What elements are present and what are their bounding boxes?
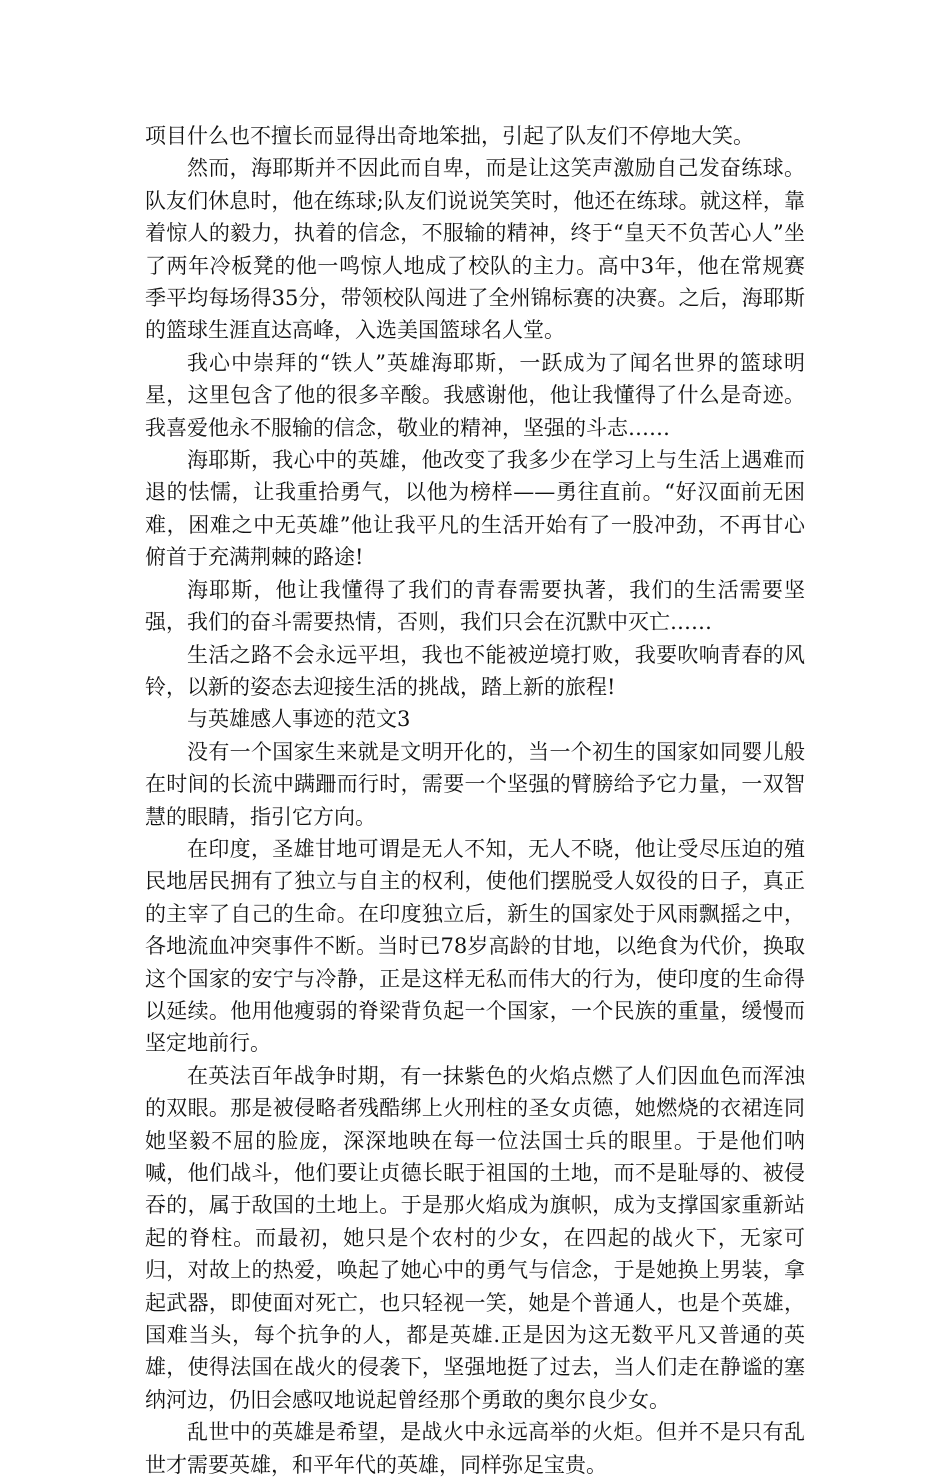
section-title: 与英雄感人事迹的范文3 — [187, 707, 411, 732]
paragraph: 海耶斯，我心中的英雄，他改变了我多少在学习上与生活上遇难而退的怯懦，让我重拾勇气，以他为榜样——勇往直前。“好汉面前无困难，困难之中无英雄”他让我平凡的生活开始有了一股冲劲，不再甘心俯首于充满荆棘的路途! — [145, 448, 805, 570]
paragraph: 然而，海耶斯并不因此而自卑，而是让这笑声激励自己发奋练球。队友们休息时，他在练球;队友们说说笑笑时，他还在练球。就这样，靠着惊人的毅力，执着的信念，不服输的精神，终于“皇天不负苦心人”坐了两年冷板凳的他一鸣惊人地成了校队的主力。高中3年，他在常规赛季平均每场得35分，带领校队闯进了全州锦标赛的决赛。之后，海耶斯的篮球生涯直达高峰，入选美国篮球名人堂。 — [145, 156, 805, 343]
paragraph: 在印度，圣雄甘地可谓是无人不知，无人不晓，他让受尽压迫的殖民地居民拥有了独立与自主的权利，使他们摆脱受人奴役的日子，真正的主宰了自己的生命。在印度独立后，新生的国家处于风雨飘摇之中，各地流血冲突事件不断。当时已78岁高龄的甘地，以绝食为代价，换取这个国家的安宁与冷静，正是这样无私而伟大的行为，使印度的生命得以延续。他用他瘦弱的脊梁背负起一个国家，一个民族的重量，缓慢而坚定地前行。 — [145, 836, 805, 1056]
paragraph: 生活之路不会永远平坦，我也不能被逆境打败，我要吹响青春的风铃，以新的姿态去迎接生活的挑战，踏上新的旅程! — [145, 642, 805, 699]
paragraph: 在英法百年战争时期，有一抹紫色的火焰点燃了人们因血色而浑浊的双眼。那是被侵略者残酷绑上火刑柱的圣女贞德，她燃烧的衣裙连同她坚毅不屈的脸庞，深深地映在每一位法国士兵的眼里。于是他们呐喊，他们战斗，他们要让贞德长眠于祖国的土地，而不是耻辱的、被侵吞的，属于敌国的土地上。于是那火焰成为旗帜，成为支撑国家重新站起的脊柱。而最初，她只是个农村的少女，在四起的战火下，无家可归，对故上的热爱，唤起了她心中的勇气与信念，于是她换上男装，拿起武器，即使面对死亡，也只轻视一笑，她是个普通人，也是个英雄，国难当头，每个抗争的人，都是英雄.正是因为这无数平凡又普通的英雄，使得法国在战火的侵袭下，坚强地挺了过去，当人们走在静谧的塞纳河边，仍旧会感叹地说起曾经那个勇敢的奥尔良少女。 — [145, 1063, 805, 1412]
paragraph: 海耶斯，他让我懂得了我们的青春需要执著，我们的生活需要坚强，我们的奋斗需要热情，否则，我们只会在沉默中灭亡…… — [145, 577, 805, 635]
document-body — [145, 120, 805, 1481]
paragraph: 乱世中的英雄是希望，是战火中永远高举的火炬。但并不是只有乱世才需要英雄，和平年代的英雄，同样弥足宝贵。 — [145, 1420, 805, 1477]
paragraph: 我心中崇拜的“铁人”英雄海耶斯，一跃成为了闻名世界的篮球明星，这里包含了他的很多辛酸。我感谢他，他让我懂得了什么是奇迹。我喜爱他永不服输的信念，敬业的精神，坚强的斗志…… — [145, 350, 805, 440]
paragraph-continuation: 项目什么也不擅长而显得出奇地笨拙，引起了队友们不停地大笑。 — [145, 124, 754, 148]
paragraph: 没有一个国家生来就是文明开化的，当一个初生的国家如同婴儿般在时间的长流中蹒跚而行时，需要一个坚强的臂膀给予它力量，一双智慧的眼睛，指引它方向。 — [145, 739, 805, 829]
